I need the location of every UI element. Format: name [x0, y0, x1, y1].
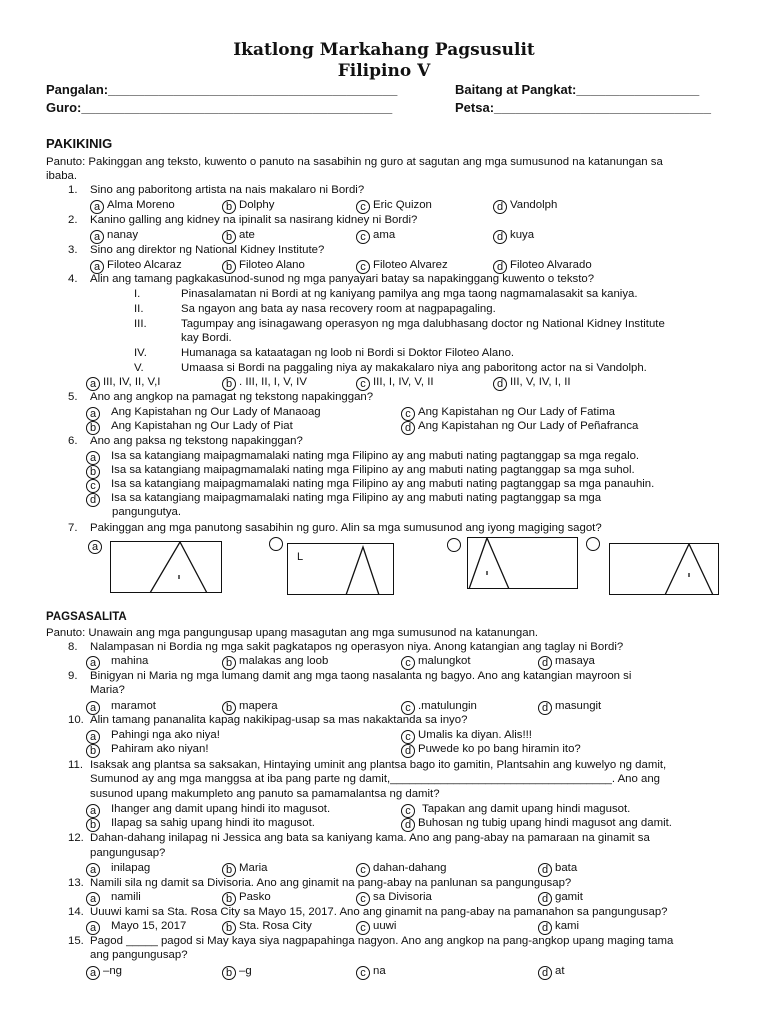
choice-d[interactable] — [538, 699, 601, 715]
guro-field[interactable]: Guro:___________________________________________ — [46, 100, 393, 115]
choice-label: Filoteo Alcaraz — [107, 259, 182, 271]
choice-bubble[interactable]: d — [493, 377, 507, 391]
question-number: 8. — [68, 641, 78, 653]
question-text-cont: pangungusap? — [90, 847, 166, 859]
figure-b-label: L — [297, 551, 304, 563]
choice-a[interactable] — [88, 538, 105, 554]
choice-d[interactable] — [538, 861, 577, 877]
question-text: Pagod _____ pagod si May kaya siya nagpapahinga nagyon. Ano ang angkop na pang-angkop upang maging tama — [90, 935, 674, 947]
choice-bubble[interactable]: b — [222, 260, 236, 274]
choice-label: Vandolph — [510, 199, 558, 211]
event-text: Pinasalamatan ni Bordi at ng kaniyang pamilya ang mga taong nagmamalasakit sa kaniya. — [181, 288, 638, 300]
choice-d[interactable] — [538, 964, 565, 980]
pangalan-field[interactable]: Pangalan:________________________________________ — [46, 82, 398, 97]
choice-label: nanay — [107, 229, 139, 241]
choice-label: maramot — [111, 700, 156, 712]
choice-label: III, I, IV, V, II — [373, 376, 434, 388]
roman-numeral: III. — [134, 318, 147, 330]
question-text-cont: Sumunod ay ang mga manggsa at iba pang parte ng damit,___________________________________. Ano ang — [90, 773, 661, 785]
choice-b[interactable] — [222, 861, 267, 877]
choice-label: Buhosan ng tubig upang hindi magusot ang damit. — [418, 817, 672, 829]
question-number: 11. — [68, 759, 83, 771]
choice-bubble[interactable]: b — [86, 421, 100, 435]
choice-label: Maria — [239, 862, 268, 874]
question-number: 1. — [68, 184, 78, 196]
choice-bubble[interactable]: b — [222, 966, 236, 980]
choice-d[interactable] — [401, 419, 638, 435]
choice-label: ate — [239, 229, 255, 241]
choice-bubble[interactable]: d — [538, 656, 552, 670]
choice-bubble[interactable]: b — [222, 892, 236, 906]
choice-label: Pahingi nga ako niya! — [111, 729, 220, 741]
choice-label: Alma Moreno — [107, 199, 175, 211]
choice-label: Ilapag sa sahig upang hindi ito magusot. — [111, 817, 315, 829]
choice-label: ama — [373, 229, 396, 241]
choice-b[interactable] — [222, 964, 252, 980]
choice-bubble[interactable]: a — [90, 260, 104, 274]
choice-bubble[interactable]: b — [222, 701, 236, 715]
choice-bubble[interactable]: d — [401, 421, 415, 435]
choice-bubble[interactable]: d — [86, 493, 100, 507]
choice-label: uuwi — [373, 920, 397, 932]
question-number: 9. — [68, 670, 78, 682]
choice-label: malungkot — [418, 655, 471, 667]
choice-bubble[interactable]: b — [222, 230, 236, 244]
choice-a[interactable] — [86, 964, 122, 980]
choice-c[interactable] — [356, 198, 432, 214]
choice-bubble[interactable]: a — [86, 804, 100, 818]
choice-bubble[interactable]: d — [493, 230, 507, 244]
choice-bubble[interactable]: d — [538, 701, 552, 715]
choice-b-bubble[interactable] — [269, 537, 283, 551]
choice-label: at — [555, 965, 565, 977]
triangle-icon — [110, 541, 222, 593]
choice-label: Filoteo Alvarado — [510, 259, 592, 271]
figure-a[interactable] — [110, 541, 222, 593]
choice-label: Ang Kapistahan ng Our Lady of Manaoag — [111, 406, 321, 418]
choice-label: masungit — [555, 700, 602, 712]
choice-bubble[interactable]: a — [86, 921, 100, 935]
choice-label: Isa sa katangiang maipagmamalaki nating mga Filipino ay ang mabuti nating pagtanggap sa mga suhol. — [111, 464, 635, 476]
question-text: Pakinggan ang mga panutong sasabihin ng guro. Alin sa mga sumusunod ang iyong magiging sagot? — [90, 522, 602, 534]
choice-label: Pahiram ako niyan! — [111, 743, 209, 755]
choice-a[interactable] — [86, 919, 186, 935]
question-text-cont: susunod upang makumpleto ang panuto sa pamamalantsa ng damit? — [90, 788, 440, 800]
choice-label: inilapag — [111, 862, 151, 874]
directions: Panuto: Unawain ang mga pangungusap upang masagutan ang mga sumusunod na katanungan. — [46, 627, 539, 639]
choice-bubble[interactable]: a — [86, 377, 100, 391]
choice-label: Isa sa katangiang maipagmamalaki nating mga Filipino ay ang mabuti nating pagtanggap sa mga — [111, 492, 602, 504]
roman-numeral: II. — [134, 303, 144, 315]
choice-bubble[interactable]: d — [401, 744, 415, 758]
directions-cont: ibaba. — [46, 170, 78, 182]
choice-d-bubble[interactable] — [586, 537, 600, 551]
question-number: 12. — [68, 832, 84, 844]
choice-b[interactable] — [222, 228, 255, 244]
choice-label: Ang Kapistahan ng Our Lady of Piat — [111, 420, 293, 432]
choice-bubble[interactable]: b — [222, 656, 236, 670]
choice-bubble[interactable]: c — [356, 230, 370, 244]
choice-b[interactable] — [222, 654, 328, 670]
event-text: Sa ngayon ang bata ay nasa recovery room at nagpapagaling. — [181, 303, 496, 315]
choice-label: III, V, IV, I, II — [510, 376, 571, 388]
choice-b[interactable] — [222, 375, 307, 391]
choice-label: malakas ang loob — [239, 655, 329, 667]
choice-label: kami — [555, 920, 580, 932]
choice-c[interactable] — [356, 375, 434, 391]
choice-bubble[interactable]: b — [222, 377, 236, 391]
choice-d[interactable] — [538, 654, 595, 670]
choice-bubble[interactable]: a — [86, 407, 100, 421]
choice-c[interactable] — [401, 654, 471, 670]
choice-bubble[interactable]: c — [86, 479, 100, 493]
question-number: 14. — [68, 906, 84, 918]
choice-b[interactable] — [86, 816, 315, 832]
choice-d[interactable] — [538, 890, 583, 906]
choice-c[interactable] — [356, 890, 432, 906]
choice-bubble[interactable]: b — [222, 863, 236, 877]
choice-bubble[interactable]: c — [401, 701, 415, 715]
choice-label: Isa sa katangiang maipagmamalaki nating mga Filipino ay ang mabuti nating pagtanggap sa mga regalo. — [111, 450, 640, 462]
choice-d-cont: pangungutya. — [112, 506, 182, 518]
choice-label: Dolphy — [239, 199, 275, 211]
choice-bubble[interactable]: b — [86, 818, 100, 832]
question-number: 7. — [68, 522, 78, 534]
question-number: 2. — [68, 214, 78, 226]
choice-label: Filoteo Alano — [239, 259, 305, 271]
exam-title: Ikatlong Markahang Pagsusulit — [233, 40, 535, 60]
roman-numeral: IV. — [134, 347, 147, 359]
question-text: Ano ang paksa ng tekstong napakinggan? — [90, 435, 303, 447]
roman-numeral: I. — [134, 288, 141, 300]
choice-bubble[interactable]: c — [356, 892, 370, 906]
choice-bubble[interactable]: b — [222, 921, 236, 935]
choice-bubble[interactable]: d — [538, 863, 552, 877]
question-number: 5. — [68, 391, 78, 403]
question-number: 10. — [68, 714, 84, 726]
choice-label: Puwede ko po bang hiramin ito? — [418, 743, 581, 755]
event-text: Umaasa si Bordi na paggaling niya ay makakalaro niya ang paboritong actor na si Vandolph. — [181, 362, 647, 374]
question-text: Sino ang direktor ng National Kidney Institute? — [90, 244, 325, 256]
choice-bubble[interactable]: c — [401, 730, 415, 744]
exam-subtitle: Filipino V — [337, 61, 431, 81]
question-text-cont: ang pangungusap? — [90, 949, 188, 961]
choice-c[interactable] — [356, 964, 386, 980]
choice-bubble[interactable]: a — [90, 230, 104, 244]
choice-d[interactable] — [493, 228, 534, 244]
choice-a[interactable] — [86, 375, 160, 391]
figure-b[interactable] — [287, 543, 394, 595]
choice-label: Sta. Rosa City — [239, 920, 312, 932]
roman-numeral: V. — [134, 362, 144, 374]
choice-label: masaya — [555, 655, 595, 667]
choice-label: Ang Kapistahan ng Our Lady of Fatima — [418, 406, 615, 418]
choice-d[interactable] — [538, 919, 579, 935]
choice-b[interactable] — [86, 742, 209, 758]
choice-label: mahina — [111, 655, 149, 667]
choice-label: Pasko — [239, 891, 271, 903]
choice-bubble[interactable]: d — [401, 818, 415, 832]
choice-label: sa Divisoria — [373, 891, 432, 903]
choice-label: Mayo 15, 2017 — [111, 920, 187, 932]
choice-label: .matulungin — [418, 700, 477, 712]
question-text: Sino ang paboritong artista na nais makalaro ni Bordi? — [90, 184, 365, 196]
event-text: Humanaga sa kataatagan ng loob ni Bordi si Doktor Filoteo Alano. — [181, 347, 515, 359]
event-text-cont: kay Bordi. — [181, 332, 232, 344]
question-text: Ano ang angkop na pamagat ng tekstong napakinggan? — [90, 391, 374, 403]
directions: Panuto: Pakinggan ang teksto, kuwento o panuto na sasabihin ng guro at sagutan ang mga sumusunod na katanungan sa — [46, 156, 663, 168]
choice-bubble[interactable]: d — [493, 260, 507, 274]
question-text: Alin ang tamang pagkakasunod-sunod ng mga panyayari batay sa napakinggang kuwento o teksto? — [90, 273, 595, 285]
choice-label: kuya — [510, 229, 535, 241]
choice-bubble[interactable]: c — [401, 804, 415, 818]
question-text: Dahan-dahang inilapag ni Jessica ang bata sa kaniyang kama. Ano ang pang-abay na pamaraan na ginamit sa — [90, 832, 650, 844]
choice-label: Isa sa katangiang maipagmamalaki nating mga Filipino ay ang mabuti nating pagtanggap sa mga panauhin. — [111, 478, 655, 490]
choice-c[interactable] — [356, 919, 396, 935]
question-text: Kanino galling ang kidney na ipinalit sa nasirang kidney ni Bordi? — [90, 214, 418, 226]
choice-c[interactable] — [356, 228, 395, 244]
choice-bubble[interactable]: d — [538, 892, 552, 906]
choice-label: na — [373, 965, 386, 977]
triangle-icon — [467, 537, 578, 589]
choice-label: –ng — [103, 965, 123, 977]
choice-label: bata — [555, 862, 578, 874]
choice-label: Ihanger ang damit upang hindi ito magusot. — [111, 803, 331, 815]
choice-bubble[interactable]: a — [86, 892, 100, 906]
question-text: Binigyan ni Maria ng mga lumang damit ang mga taong nasalanta ng bagyo. Ano ang katangian mayroon si — [90, 670, 632, 682]
choice-bubble[interactable]: c — [401, 656, 415, 670]
choice-bubble[interactable]: b — [86, 465, 100, 479]
choice-bubble[interactable]: c — [401, 407, 415, 421]
choice-label: namili — [111, 891, 141, 903]
question-number: 6. — [68, 435, 78, 447]
figure-c[interactable] — [467, 537, 578, 589]
choice-bubble[interactable]: b — [222, 200, 236, 214]
choice-c-bubble[interactable] — [447, 538, 461, 552]
question-number: 15. — [68, 935, 84, 947]
section-heading-pagsasalita: PAGSASALITA — [46, 611, 127, 623]
choice-label: –g — [239, 965, 252, 977]
question-text: Alin tamang pananalita kapag nakikipag-usap sa mas nakaktanda sa inyo? — [90, 714, 468, 726]
choice-bubble[interactable]: c — [356, 921, 370, 935]
choice-bubble[interactable]: a — [86, 863, 100, 877]
choice-bubble[interactable]: c — [356, 260, 370, 274]
event-text: Tagumpay ang isinagawang operasyon ng mga dalubhasang doctor ng National Kidney Institute — [181, 318, 665, 330]
question-text: Uuuwi kami sa Sta. Rosa City sa Mayo 15, 2017. Ano ang ginamit na pang-abay na pamanahon sa pangungusap? — [90, 906, 668, 918]
choice-label: III, IV, II, V,I — [103, 376, 161, 388]
choice-d[interactable] — [493, 198, 557, 214]
choice-d[interactable] — [493, 375, 571, 391]
choice-d[interactable] — [401, 742, 581, 758]
choice-bubble[interactable]: d — [538, 921, 552, 935]
choice-d[interactable] — [401, 816, 672, 832]
choice-bubble[interactable]: a — [86, 701, 100, 715]
choice-label: Tapakan ang damit upang hindi magusot. — [422, 803, 631, 815]
choice-label: Eric Quizon — [373, 199, 432, 211]
choice-label: Filoteo Alvarez — [373, 259, 448, 271]
choice-a[interactable] — [90, 228, 138, 244]
choice-bubble[interactable]: c — [356, 200, 370, 214]
choice-label: . III, II, I, V, IV — [239, 376, 307, 388]
question-number: 13. — [68, 877, 84, 889]
triangle-icon — [287, 543, 394, 595]
choice-label: mapera — [239, 700, 278, 712]
choice-label: gamit — [555, 891, 583, 903]
choice-bubble[interactable]: a — [86, 451, 100, 465]
choice-bubble[interactable]: c — [356, 966, 370, 980]
question-text: Nalampasan ni Bordia ng mga sakit pagkatapos ng operasyon niya. Anong katangian ang taglay ni Bordi? — [90, 641, 624, 653]
choice-bubble[interactable]: a — [88, 540, 102, 554]
choice-b[interactable] — [222, 198, 274, 214]
choice-b[interactable] — [222, 919, 312, 935]
choice-bubble[interactable]: c — [356, 863, 370, 877]
choice-bubble[interactable]: b — [86, 744, 100, 758]
question-text-cont: Maria? — [90, 684, 125, 696]
choice-bubble[interactable]: d — [493, 200, 507, 214]
figure-d[interactable] — [609, 543, 719, 595]
choice-label: Ang Kapistahan ng Our Lady of Peñafranca — [418, 420, 639, 432]
choice-bubble[interactable]: a — [86, 966, 100, 980]
triangle-icon — [609, 543, 719, 595]
choice-bubble[interactable]: a — [86, 730, 100, 744]
question-text: Namili sila ng damit sa Divisoria. Ano ang ginamit na pang-abay na panlunan sa pangungusap? — [90, 877, 572, 889]
choice-bubble[interactable]: d — [538, 966, 552, 980]
baitang-field[interactable]: Baitang at Pangkat:_________________ — [455, 82, 700, 97]
choice-label: Umalis ka diyan. Alis!!! — [418, 729, 532, 741]
section-heading-pakikinig: PAKIKINIG — [46, 136, 113, 151]
question-number: 4. — [68, 273, 78, 285]
question-text: Isaksak ang plantsa sa saksakan, Hintaying uminit ang plantsa bago ito gamitin, Plantsahin ang kuwelyo ng damit, — [90, 759, 667, 771]
choice-a[interactable] — [86, 861, 150, 877]
choice-bubble[interactable]: c — [356, 377, 370, 391]
choice-b[interactable] — [222, 890, 271, 906]
choice-c[interactable] — [356, 861, 446, 877]
choice-bubble[interactable]: a — [86, 656, 100, 670]
petsa-field[interactable]: Petsa:______________________________ — [455, 100, 711, 115]
choice-a[interactable] — [86, 890, 141, 906]
choice-a[interactable] — [90, 198, 175, 214]
choice-bubble[interactable]: a — [90, 200, 104, 214]
question-number: 3. — [68, 244, 78, 256]
choice-b[interactable] — [86, 419, 293, 435]
choice-a[interactable] — [86, 654, 148, 670]
choice-label: dahan-dahang — [373, 862, 447, 874]
